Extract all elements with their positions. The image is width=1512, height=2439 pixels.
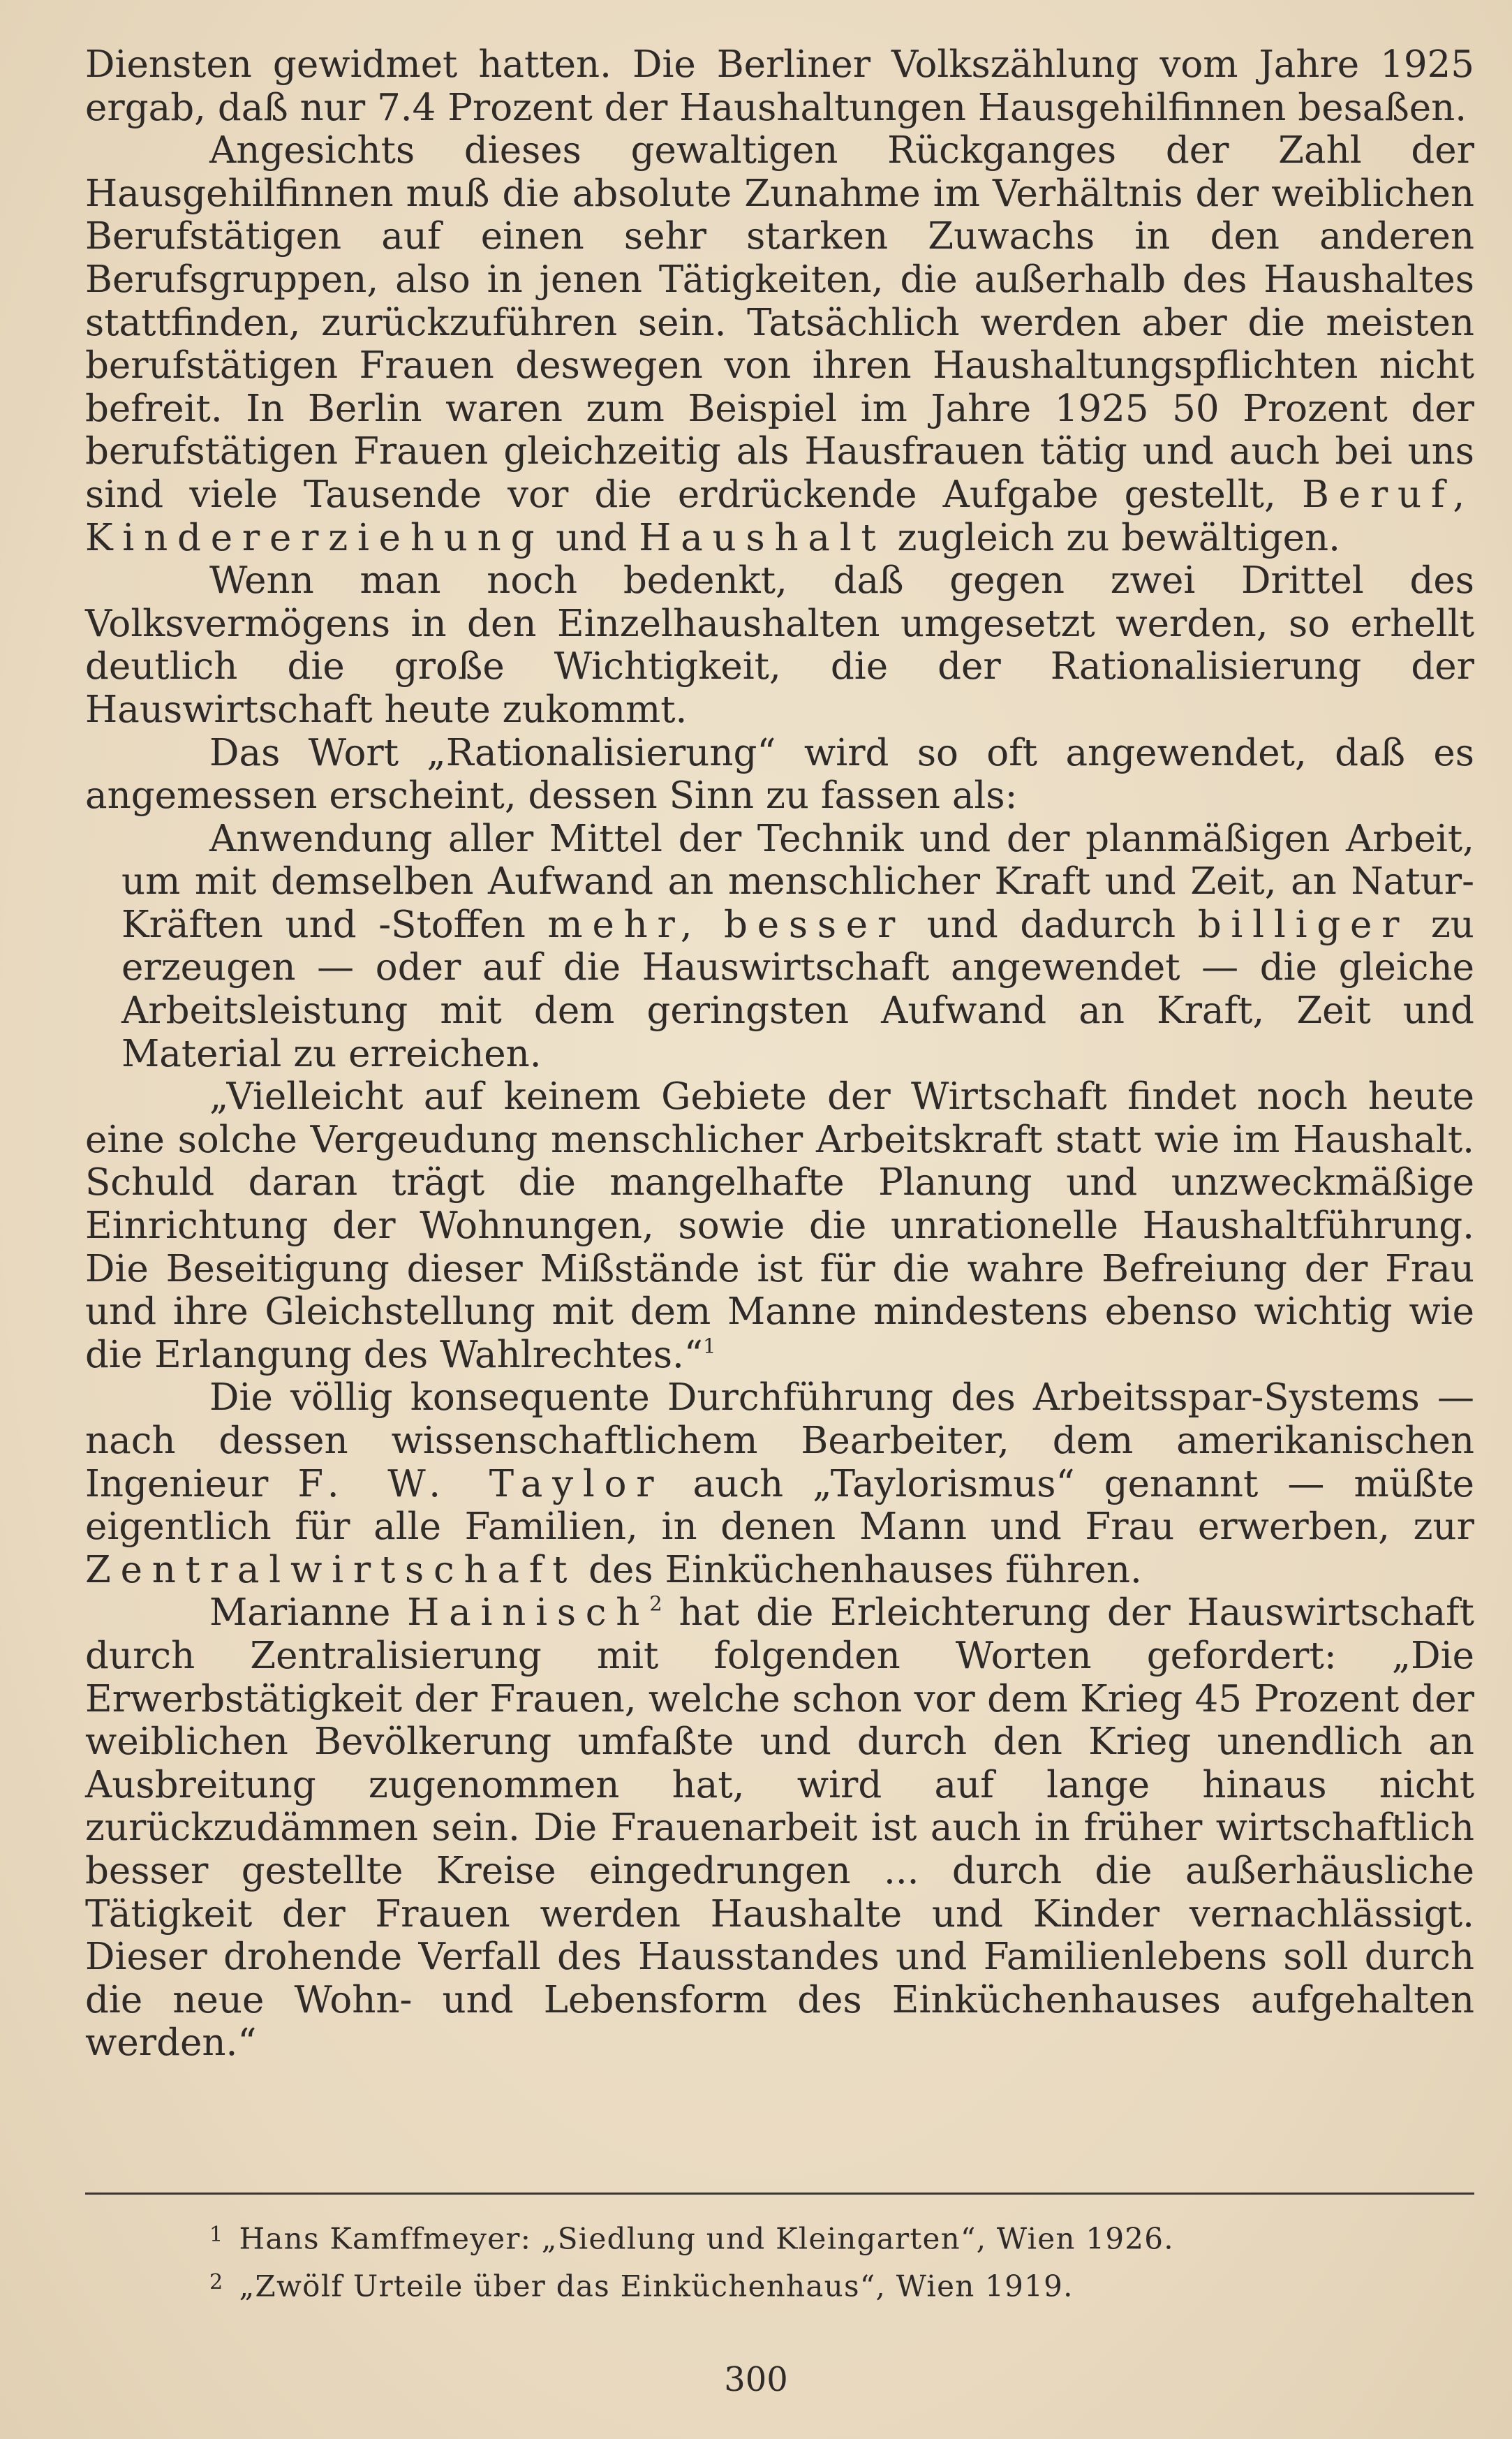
page-number: 300 [724,2360,788,2399]
paragraph-1-text: Diensten gewidmet hatten. Die Berliner Volkszählung vom Jahre 1925 ergab, daß nur 7.4 Prozent der Haushaltungen Hausgehilfinnen besaßen. [85,43,1474,129]
paragraph-7-text-a: Marianne [209,1591,391,1635]
definition-quote [121,818,1474,1076]
footnote-text: „Zwölf Urteile über das Einküchenhaus“, Wien 1919. [239,2269,1074,2304]
paragraph-6-text-c: des Einküchenhauses führen. [588,1548,1142,1591]
paragraph-5 [85,1075,1474,1376]
footnote-number: 2 [209,2269,224,2294]
footnotes [209,2213,1396,2308]
footnote-text: Hans Kamffmeyer: „Siedlung und Kleingarten“, Wien 1926. [239,2221,1174,2256]
paragraph-3-text: Wenn man noch bedenkt, daß gegen zwei Drittel des Volksvermögens in den Einzelhaushalten umgesetzt werden, so erhellt deutlich die große Wichtigkeit, die der Rationalisierung der Hauswirtschaft heute zukommt. [85,559,1474,731]
spaced-word-besser: besser [724,903,905,946]
paragraph-2-text-a: Angesichts dieses gewaltigen Rückganges der Zahl der Hausgehilfinnen muß die absolute Zunahme im Verhältnis der weiblichen Berufstätigen auf einen sehr starken Zuwachs in den anderen Berufsgruppen, also in jenen Tätigkeiten, die außerhalb des Haushaltes stattfinden, zurückzuführen sein. Tatsächlich werden aber die meisten berufstätigen Frauen deswegen von ihren Haushaltungspflichten nicht befreit. In Berlin waren zum Beispiel im Jahre 1925 50 Prozent der berufstätigen Frauen gleichzeitig als Hausfrauen tätig und auch bei uns sind viele Tausende vor die erdrückende Aufgabe gestellt, [85,129,1474,516]
footnote-2 [209,2261,1396,2308]
footnote-number: 1 [209,2223,224,2247]
spaced-name-taylor: F. W. Taylor [297,1462,664,1505]
spaced-word-haushalt: Haushalt [639,516,886,559]
footnote-divider [85,2193,1474,2195]
footnote-ref-1: 1 [702,1334,716,1358]
paragraph-2-text-b: und [556,516,628,559]
paragraph-7 [85,1591,1474,2065]
quote-text-b: und dadurch [926,903,1176,946]
paragraph-7-text-b: hat die Erleichterung der Hauswirtschaft durch Zentralisierung mit folgenden Worten gefordert: „Die Erwerbstätigkeit der Frauen, welche schon vor dem Krieg 45 Prozent der weiblichen Bevölkerung umfaßte und durch den Krieg unendlich an Ausbreitung zugenommen hat, wird auf lange hinaus nicht zurückzudämmen sein. Die Frauenarbeit ist auch in früher wirtschaftlich besser gestellte Kreise eingedrungen ... durch die außerhäusliche Tätigkeit der Frauen werden Haushalte und Kinder vernachlässigt. Dieser drohende Verfall des Hausstandes und Familienlebens soll durch die neue Wohn- und Lebensform des Einküchenhauses aufgehalten werden.“ [85,1591,1474,2065]
quote-text-c: zu erzeugen — oder auf die Hauswirtschaft angewendet — die gleiche Arbeitsleistung mit dem geringsten Aufwand an Kraft, Zeit und Material zu erreichen. [121,903,1474,1075]
spaced-name-hainisch: Hainisch [407,1591,650,1635]
spaced-word-zentralwirtschaft: Zentralwirtschaft [85,1548,577,1591]
paragraph-2-text-c: zugleich zu bewältigen. [897,516,1340,559]
paragraph-3 [85,559,1474,731]
body-text [85,43,1474,2065]
spaced-word-kindererziehung: Kindererziehung [85,516,544,559]
footnote-ref-2: 2 [649,1591,662,1616]
spaced-word-billiger: billiger [1197,903,1409,946]
spaced-word-beruf: Beruf, [1301,473,1474,516]
paragraph-2 [85,129,1474,559]
paragraph-4 [85,732,1474,818]
paragraph-1 [85,43,1474,129]
spaced-word-mehr: mehr, [547,903,702,946]
paragraph-4-text: Das Wort „Rationalisierung“ wird so oft angewendet, daß es angemessen erscheint, dessen Sinn zu fassen als: [85,731,1474,818]
paragraph-5-text: „Vielleicht auf keinem Gebiete der Wirtschaft findet noch heute eine solche Vergeudung menschlicher Arbeitskraft statt wie im Haushalt. Schuld daran trägt die mangelhafte Planung und unzweckmäßige Einrichtung der Wohnungen, sowie die unrationelle Haushaltführung. Die Beseitigung dieser Mißstände ist für die wahre Befreiung der Frau und ihre Gleichstellung mit dem Manne mindestens ebenso wichtig wie die Erlangung des Wahlrechtes.“ [85,1075,1474,1376]
footnote-1 [209,2213,1396,2261]
quote-text-a: Anwendung aller Mittel der Technik und der planmäßigen Arbeit, um mit demselben Aufwand an menschlicher Kraft und Zeit, an Natur-Kräften und -Stoffen [121,817,1474,946]
paragraph-6-text-a: Die völlig konsequente Durchführung des Arbeitsspar-Systems — nach dessen wissenschaftlichem Bearbeiter, dem amerikanischen Ingenieur [85,1376,1474,1505]
paragraph-6 [85,1376,1474,1591]
paragraph-6-text-b: auch „Taylorismus“ genannt — müßte eigentlich für alle Familien, in denen Mann und Frau erwerben, zur [85,1462,1474,1549]
